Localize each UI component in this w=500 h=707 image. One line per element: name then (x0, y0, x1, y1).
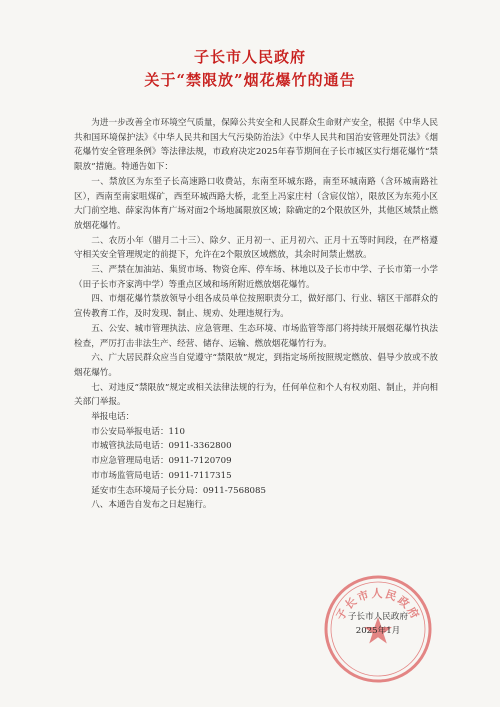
svg-text:子长市人民政府: 子长市人民政府 (333, 587, 423, 623)
item-3: 三、严禁在加油站、集贸市场、物资仓库、停车场、林地以及子长市中学、子长市第一小学（田子长市齐家湾中学）等重点区域和场所附近燃放烟花爆竹。 (74, 265, 438, 290)
hotline-heading: 举报电话： (91, 412, 135, 423)
item-6: 六、广大居民群众应当自觉遵守“禁限放”规定，到指定场所按照规定燃放、倡导少放或不放烟花爆竹。 (74, 353, 438, 378)
signature-block (318, 610, 438, 638)
notice-title: 关于“禁限放”烟花爆竹的通告 (144, 71, 356, 89)
hotline-police: 市公安局举报电话：110 (91, 426, 185, 437)
item-8: 八、本通告自发布之日起施行。 (91, 500, 212, 511)
intro-paragraph: 为进一步改善全市环境空气质量，保障公共安全和人民群众生命财产安全，根据《中华人民共和国环境保护法》《中华人民共和国大气污染防治法》《中华人民共和国治安管理处罚法》《烟花爆竹安全管理条例》等法律法规，市政府决定2025年春节期间在子长市城区实行烟花爆竹“禁限放”措施。特通告如下： (74, 118, 438, 173)
signature-date: 2025年1月 (355, 626, 401, 636)
item-2: 二、农历小年（腊月二十三）、除夕、正月初一、正月初六、正月十五等时间段，在严格遵守相关安全管理规定的前提下，允许在2个限放区域燃放，其余时间禁止燃放。 (74, 235, 438, 261)
signature-issuer: 子长市人民政府 (347, 612, 409, 622)
item-5: 五、公安、城市管理执法、应急管理、生态环境、市场监管等部门将持续开展烟花爆竹执法检查，严厉打击非法生产、经营、储存、运输、燃放烟花爆竹行为。 (74, 323, 438, 349)
hotline-emergency: 市应急管理局电话：0911-7120709 (91, 456, 232, 467)
hotline-market-supervision: 市市场监管局电话：0911-7117315 (91, 470, 232, 481)
issuer-title: 子长市人民政府 (193, 48, 306, 66)
item-7: 七、对违反“禁限放”规定或相关法律法规的行为，任何单位和个人有权劝阻、制止，并向相关部门举报。 (74, 382, 438, 408)
item-1: 一、禁放区为东至子长高速路口收费站，东南至环城东路，南至环城南路（含环城南路社区），西南至南家咀煤矿，西至环城西路大桥，北至上冯家庄村（含宸仪馆），限放区为东苑小区大门前空地、薛家沟体育广场对面2个场地属限放区域；除确定的2个限放区外，其他区域禁止燃放烟花爆竹。 (74, 176, 438, 231)
hotline-urban-management: 市城管执法局电话：0911-3362800 (91, 441, 232, 452)
item-4: 四、市烟花爆竹禁放领导小组各成员单位按照职责分工，做好部门、行业、辖区干部群众的宣传教育工作，及时发现、制止、规劝、处理违规行为。 (74, 294, 438, 320)
hotline-ecology: 延安市生态环境局子长分局：0911-7568085 (91, 485, 266, 496)
notice-body (74, 116, 438, 513)
